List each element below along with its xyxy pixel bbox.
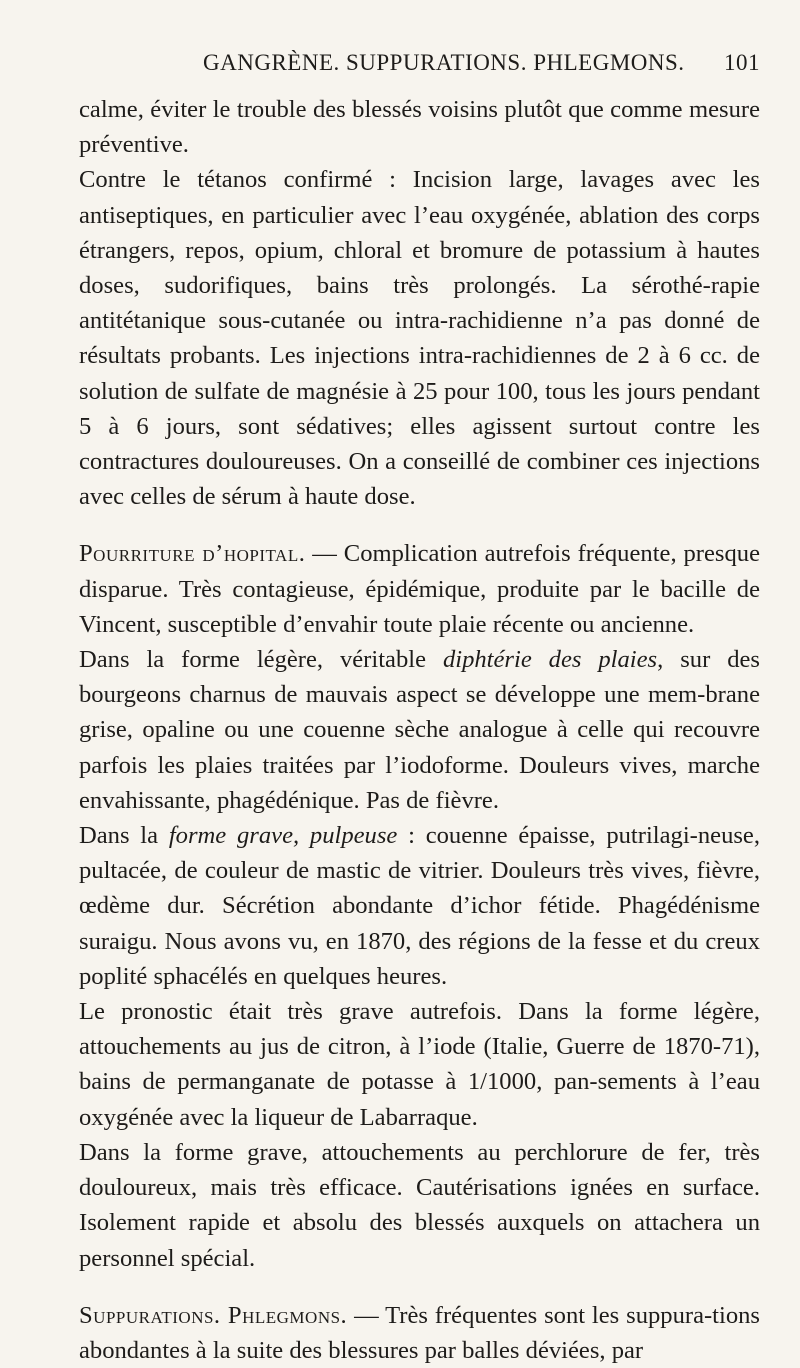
- paragraph-suppurations: [79, 1298, 760, 1368]
- italic-diphterie: diphtérie des plaies: [442, 646, 658, 674]
- paragraph-pourriture: [79, 536, 760, 642]
- paragraph-forme-grave-end: : couenne épaisse, putrilagi-neuse, pultacée, de couleur de mastic de vitrier. Douleurs très vives, fièvre, œdème dur. Sécrétion abondante d’ichor fétide. Phagédénisme suraigu. Nous avons vu, en 1870, des régions de la fesse et du creux poplité sphacélés en quelques heures.: [79, 822, 760, 990]
- paragraph-forme-legere: [79, 642, 760, 818]
- section-heading-pourriture: Pourriture d’hopital.: [79, 540, 306, 568]
- paragraph-forme-grave: [79, 818, 760, 994]
- paragraph-pronostic: Le pronostic était très grave autrefois. Dans la forme légère, attouchements au jus de citron, à l’iode (Italie, Guerre de 1870-71), bains de permanganate de potasse à 1/1000, pan-sements à l’eau oxygénée avec la liqueur de Labarraque.: [79, 998, 760, 1131]
- paragraph-1: calme, éviter le trouble des blessés voisins plutôt que comme mesure préventive.: [79, 96, 760, 159]
- italic-forme-grave: forme grave, pulpeuse: [168, 822, 398, 850]
- page-number: 101: [724, 50, 760, 75]
- running-title: GANGRÈNE. SUPPURATIONS. PHLEGMONS.: [203, 50, 685, 75]
- section-heading-suppurations: Suppurations. Phlegmons.: [79, 1301, 348, 1329]
- paragraph-forme-grave-start: Dans la: [79, 822, 169, 850]
- paragraph-traitement-grave: Dans la forme grave, attouchements au perchlorure de fer, très douloureux, mais très efficace. Cautérisations ignées en surface. Isolement rapide et absolu des blessés auxquels on attachera un personnel spécial.: [79, 1138, 760, 1272]
- body-text: [79, 92, 760, 1368]
- paragraph-tetanus: Contre le tétanos confirmé : Incision large, lavages avec les antiseptiques, en particulier avec l’eau oxygénée, ablation des corps étrangers, repos, opium, chloral et bromure de potassium à hautes doses, sudorifiques, bains très prolongés. La sérothé-rapie antitétanique sous-cutanée ou intra-rachidienne n’a pas donné de résultats probants. Les injections intra-rachidiennes de 2 à 6 cc. de solution de sulfate de magnésie à 25 pour 100, tous les jours pendant 5 à 6 jours, sont sédatives; elles agissent surtout contre les contractures douloureuses. On a conseillé de combiner ces injections avec celles de sérum à haute dose.: [79, 166, 760, 511]
- paragraph-forme-legere-start: Dans la forme légère, véritable: [79, 646, 443, 674]
- paragraph-forme-legere-end: , sur des bourgeons charnus de mauvais aspect se développe une mem-brane grise, opaline ou une couenne sèche analogue à celle qui recouvre parfois les plaies traitées par l’iodoforme. Douleurs vives, marche envahissante, phagédénique. Pas de fièvre.: [79, 646, 760, 814]
- paragraph-suppurations-text: — Très fréquentes sont les suppura-tions abondantes à la suite des blessures par balles déviées, par: [79, 1301, 761, 1364]
- running-head: [79, 50, 760, 80]
- paragraph-pourriture-text: — Complication autrefois fréquente, presque disparue. Très contagieuse, épidémique, produite par le bacille de Vincent, susceptible d’envahir toute plaie récente ou ancienne.: [79, 540, 760, 638]
